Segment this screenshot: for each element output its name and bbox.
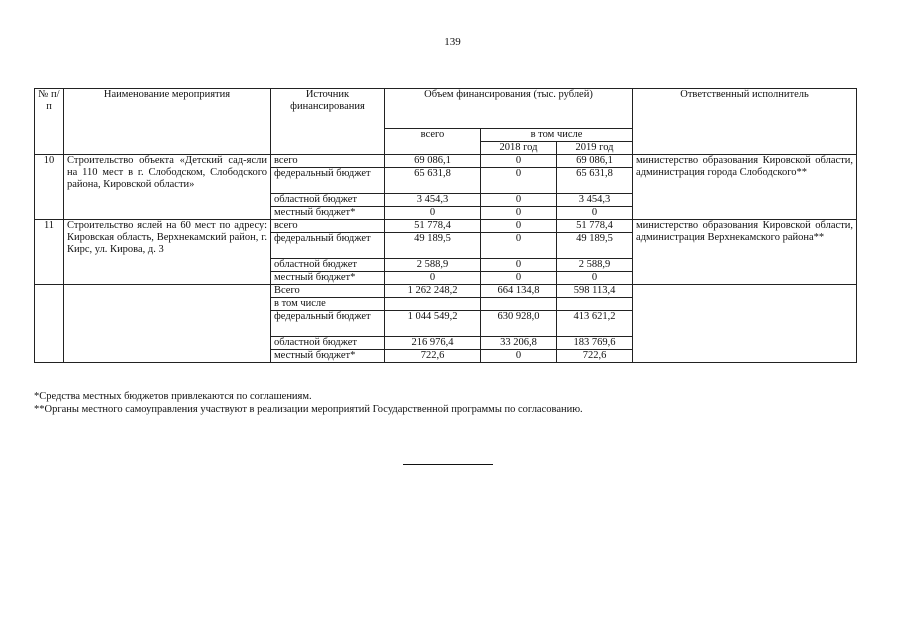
amount-total: 65 631,8 [385,168,481,194]
entry-name: Строительство объекта «Детский сад-ясли на 110 мест в г. Слободском, Слободского района, Кировской области» [64,155,271,220]
table-row [35,220,857,233]
entry-number: 11 [35,220,64,285]
financing-table [34,88,857,363]
funding-source: местный бюджет* [271,272,385,285]
header-source: Источник финансирования [271,89,385,155]
totals-amount-2019 [557,298,633,311]
totals-amount-2019: 413 621,2 [557,311,633,337]
funding-source: областной бюджет [271,259,385,272]
totals-empty-responsible [633,285,857,363]
funding-source: всего [271,155,385,168]
amount-2019: 0 [557,207,633,220]
totals-source: областной бюджет [271,337,385,350]
amount-total: 51 778,4 [385,220,481,233]
funding-source: федеральный бюджет [271,233,385,259]
amount-2018: 0 [481,272,557,285]
totals-amount-2019: 598 113,4 [557,285,633,298]
totals-source: Всего [271,285,385,298]
header-num: № п/п [35,89,64,155]
table-row [35,155,857,168]
amount-2019: 69 086,1 [557,155,633,168]
header-including: в том числе [481,129,633,142]
amount-2018: 0 [481,194,557,207]
amount-total: 0 [385,272,481,285]
funding-source: областной бюджет [271,194,385,207]
amount-2019: 51 778,4 [557,220,633,233]
totals-amount-2018: 33 206,8 [481,337,557,350]
totals-amount-2019: 183 769,6 [557,337,633,350]
totals-amount-total [385,298,481,311]
footnotes [34,390,583,416]
amount-2018: 0 [481,220,557,233]
totals-amount-total: 1 262 248,2 [385,285,481,298]
amount-total: 0 [385,207,481,220]
amount-2018: 0 [481,207,557,220]
amount-total: 3 454,3 [385,194,481,207]
totals-amount-2018: 630 928,0 [481,311,557,337]
totals-empty-name [64,285,271,363]
totals-row [35,285,857,298]
amount-total: 49 189,5 [385,233,481,259]
separator-line [403,464,493,465]
amount-2019: 2 588,9 [557,259,633,272]
amount-total: 2 588,9 [385,259,481,272]
header-volume: Объем финансирования (тыс. рублей) [385,89,633,129]
amount-2018: 0 [481,259,557,272]
header-year-2019: 2019 год [557,142,633,155]
funding-source: всего [271,220,385,233]
totals-source: местный бюджет* [271,350,385,363]
totals-source: федеральный бюджет [271,311,385,337]
header-responsible: Ответственный исполнитель [633,89,857,155]
header-name: Наименование мероприятия [64,89,271,155]
totals-source: в том числе [271,298,385,311]
amount-total: 69 086,1 [385,155,481,168]
amount-2019: 0 [557,272,633,285]
funding-source: местный бюджет* [271,207,385,220]
amount-2019: 49 189,5 [557,233,633,259]
totals-amount-2019: 722,6 [557,350,633,363]
totals-amount-total: 722,6 [385,350,481,363]
entry-number: 10 [35,155,64,220]
totals-empty-num [35,285,64,363]
amount-2018: 0 [481,233,557,259]
entry-name: Строительство яслей на 60 мест по адресу: Кировская область, Верхнекамский район, г. Кирс, ул. Кирова, д. 3 [64,220,271,285]
header-total: всего [385,129,481,155]
totals-amount-2018: 0 [481,350,557,363]
footnote-local-government: **Органы местного самоуправления участвуют в реализации мероприятий Государственной программы по согласованию. [34,404,583,415]
entry-responsible: министерство образования Кировской области, администрация города Слободского** [633,155,857,220]
amount-2018: 0 [481,168,557,194]
totals-amount-2018 [481,298,557,311]
amount-2019: 3 454,3 [557,194,633,207]
totals-amount-2018: 664 134,8 [481,285,557,298]
amount-2019: 65 631,8 [557,168,633,194]
entry-responsible: министерство образования Кировской области, администрация Верхнекамского района** [633,220,857,285]
page-number: 139 [444,36,461,48]
funding-source: федеральный бюджет [271,168,385,194]
totals-amount-total: 216 976,4 [385,337,481,350]
header-year-2018: 2018 год [481,142,557,155]
totals-amount-total: 1 044 549,2 [385,311,481,337]
amount-2018: 0 [481,155,557,168]
footnote-local-budget: *Средства местных бюджетов привлекаются по соглашениям. [34,391,312,402]
